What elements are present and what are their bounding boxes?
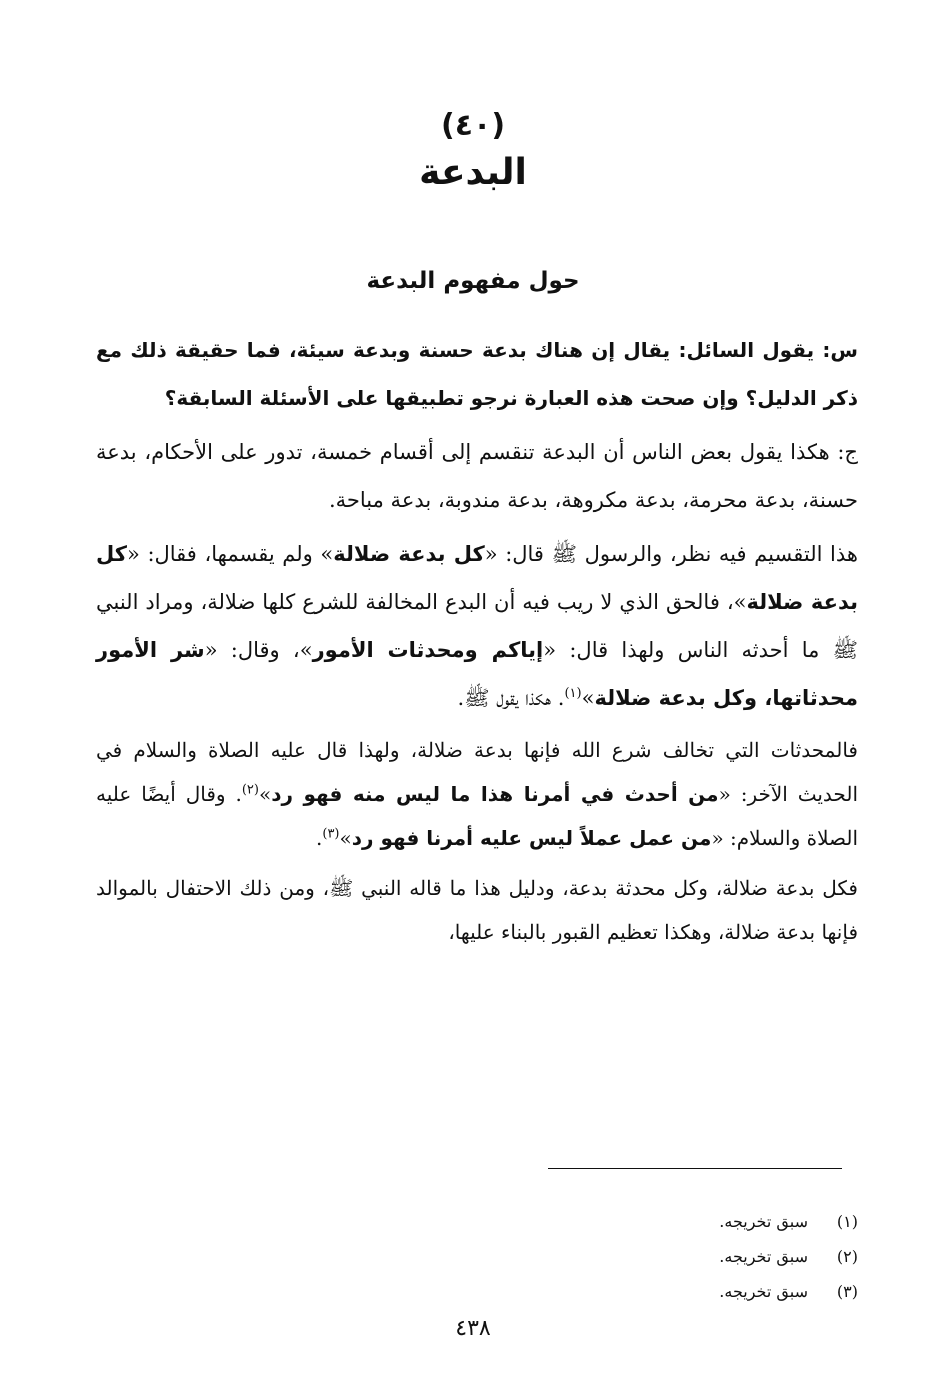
hadith-quote: إياكم ومحدثات الأمور [312, 638, 544, 662]
text-segment: فالمحدثات التي تخالف شرع الله فإنها بدعة ضلالة، ولهذا قال عليه الصلاة والسلام في الحديث الآخر: « [96, 738, 858, 806]
text-segment: . وقال أيضًا عليه الصلاة والسلام: « [96, 782, 858, 850]
body-text [96, 326, 858, 960]
footnote-text: سبق تخريجه. [719, 1282, 808, 1301]
text-segment: . [316, 826, 323, 850]
footnote-number: (٢) [836, 1247, 858, 1266]
page-number: ٤٣٨ [455, 1316, 491, 1341]
text-segment: »، فالحق الذي لا ريب فيه أن البدع المخالفة للشرع كلها ضلالة، ومراد النبي ﷺ ما أحدثه الناس ولهذا قال: « [96, 590, 858, 662]
footnote-item [458, 1239, 858, 1274]
text-segment: » ولم يقسمها، فقال: « [126, 542, 334, 566]
chapter-number: (٤٠) [440, 108, 506, 143]
footnote-number: (٣) [836, 1282, 858, 1301]
text-segment: » [339, 826, 352, 850]
footnote-text: سبق تخريجه. [719, 1247, 808, 1266]
footnote-number: (١) [836, 1212, 858, 1231]
answer-paragraph-2 [96, 530, 858, 722]
chapter-title: البدعة [419, 152, 527, 193]
footnote-ref-1[interactable]: (١) [564, 686, 582, 701]
text-segment: »، وقال: « [204, 638, 313, 662]
hadith-quote: كل بدعة ضلالة [96, 542, 858, 614]
footnote-item [458, 1204, 858, 1239]
section-title: حول مفهوم البدعة [366, 268, 580, 294]
footnote-ref-3[interactable]: (٣) [322, 826, 340, 842]
answer-paragraph-4: فكل بدعة ضلالة، وكل محدثة بدعة، ودليل هذا ما قاله النبي ﷺ، ومن ذلك الاحتفال بالموالد فإنها بدعة ضلالة، وهكذا تعظيم القبور بالبناء عليها، [96, 876, 858, 944]
footnote-divider [548, 1168, 842, 1169]
text-segment: » [258, 782, 272, 806]
question-paragraph: س: يقول السائل: يقال إن هناك بدعة حسنة وبدعة سيئة، فما حقيقة ذلك مع ذكر الدليل؟ وإن صحت هذه العبارة نرجو تطبيقها على الأسئلة السابقة؟ [96, 338, 858, 410]
answer-paragraph-3 [96, 728, 858, 860]
text-segment: . هكذا يقول ﷺ. [457, 686, 565, 710]
text-segment: هذا التقسيم فيه نظر، والرسول ﷺ قال: « [484, 542, 858, 566]
footnote-item [458, 1274, 858, 1309]
hadith-quote: كل بدعة ضلالة [333, 542, 485, 566]
hadith-quote: من أحدث في أمرنا هذا ما ليس منه فهو رد [271, 782, 719, 806]
hadith-quote: شر الأمور محدثاتها، وكل بدعة ضلالة [96, 638, 858, 710]
answer-paragraph-1: ج: هكذا يقول بعض الناس أن البدعة تنقسم إلى أقسام خمسة، تدور على الأحكام، بدعة حسنة، بدعة محرمة، بدعة مكروهة، بدعة مندوبة، بدعة مباحة. [96, 440, 858, 512]
hadith-quote: من عمل عملاً ليس عليه أمرنا فهو رد [351, 826, 712, 850]
footnote-text: سبق تخريجه. [719, 1212, 808, 1231]
text-segment: » [581, 686, 595, 710]
footnote-ref-2[interactable]: (٢) [241, 782, 259, 798]
footnotes [458, 1204, 858, 1309]
